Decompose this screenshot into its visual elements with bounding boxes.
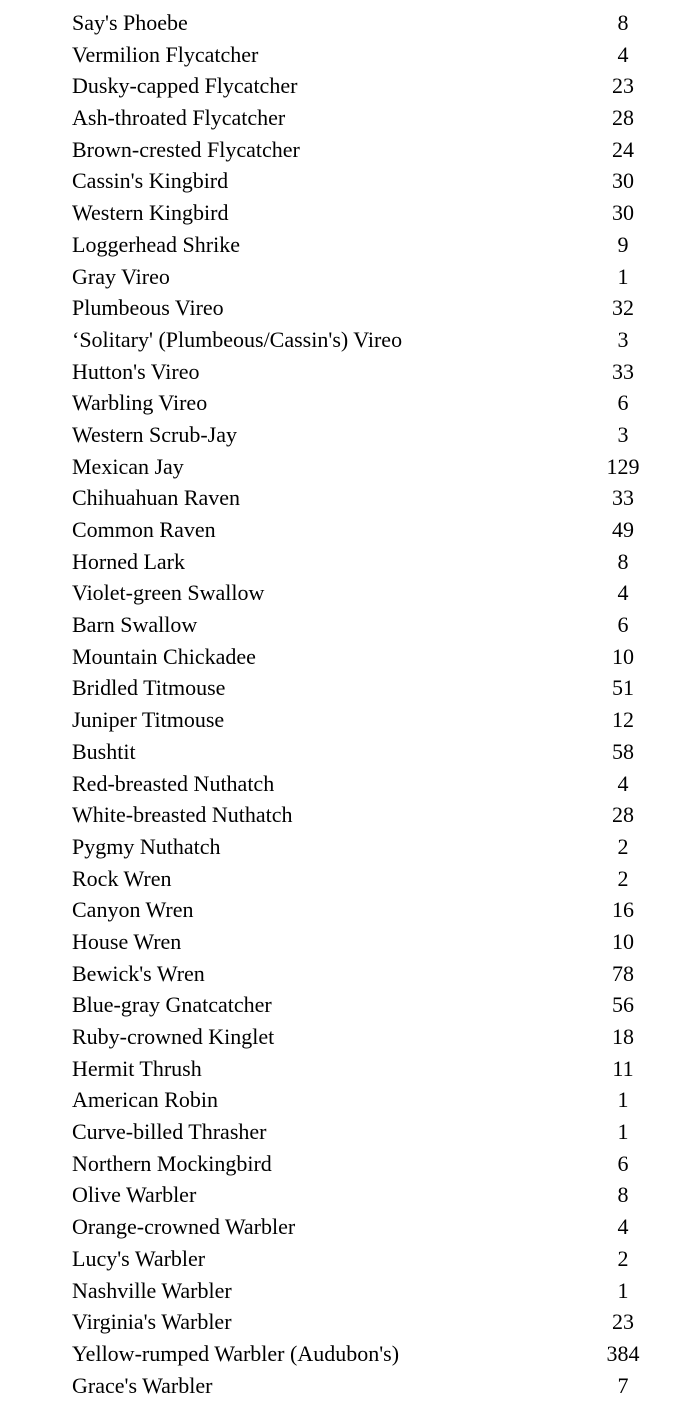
species-name: Bridled Titmouse xyxy=(72,675,226,701)
species-name: Rock Wren xyxy=(72,865,172,891)
species-count: 1 xyxy=(617,1277,629,1303)
species-name: Horned Lark xyxy=(72,548,186,574)
species-count: 16 xyxy=(612,897,634,923)
species-count: 1 xyxy=(617,263,629,289)
table-row xyxy=(0,989,690,1021)
species-count: 12 xyxy=(612,707,634,733)
species-count: 2 xyxy=(617,1245,629,1271)
table-row xyxy=(0,482,690,514)
table-row xyxy=(0,736,690,768)
species-count: 11 xyxy=(612,1055,634,1081)
table-row xyxy=(0,958,690,990)
species-name: Virginia's Warbler xyxy=(72,1309,232,1335)
table-row xyxy=(0,672,690,704)
species-name: Dusky-capped Flycatcher xyxy=(72,73,298,99)
table-row xyxy=(0,197,690,229)
table-row xyxy=(0,799,690,831)
species-name: Mountain Chickadee xyxy=(72,643,256,669)
species-name: Curve-billed Thrasher xyxy=(72,1119,267,1145)
species-name: ‘Solitary' (Plumbeous/Cassin's) Vireo xyxy=(72,326,403,352)
table-row xyxy=(0,577,690,609)
species-name: Cassin's Kingbird xyxy=(72,168,229,194)
table-row xyxy=(0,514,690,546)
species-name: Western Scrub-Jay xyxy=(72,421,238,447)
species-count: 78 xyxy=(612,960,634,986)
species-name: Brown-crested Flycatcher xyxy=(72,136,300,162)
species-count: 8 xyxy=(617,1182,629,1208)
species-count: 23 xyxy=(612,73,634,99)
species-count: 30 xyxy=(612,168,634,194)
species-name: Say's Phoebe xyxy=(72,10,188,35)
species-count: 51 xyxy=(612,675,634,701)
species-count: 4 xyxy=(617,770,629,796)
species-count: 6 xyxy=(617,612,629,638)
species-name: Mexican Jay xyxy=(72,453,184,479)
table-row xyxy=(0,1053,690,1085)
species-count: 4 xyxy=(617,580,629,606)
table-row xyxy=(0,1243,690,1275)
species-count: 4 xyxy=(617,41,629,67)
species-name: Red-breasted Nuthatch xyxy=(72,770,275,796)
species-name: Vermilion Flycatcher xyxy=(72,41,259,67)
species-name: Canyon Wren xyxy=(72,897,194,923)
table-row xyxy=(0,165,690,197)
table-row xyxy=(0,102,690,134)
species-name: Bewick's Wren xyxy=(72,960,205,986)
table-row xyxy=(0,641,690,673)
table-row xyxy=(0,768,690,800)
species-name: Hermit Thrush xyxy=(72,1055,202,1081)
species-count: 3 xyxy=(617,326,629,352)
species-name: Loggerhead Shrike xyxy=(72,231,240,257)
table-row xyxy=(0,7,690,39)
species-name: Grace's Warbler xyxy=(72,1372,213,1398)
species-count: 129 xyxy=(606,453,640,479)
species-count: 28 xyxy=(612,802,634,828)
table-row xyxy=(0,894,690,926)
table-row xyxy=(0,1211,690,1243)
species-name: Blue-gray Gnatcatcher xyxy=(72,992,272,1018)
table-row xyxy=(0,387,690,419)
species-name: Bushtit xyxy=(72,738,136,764)
table-row xyxy=(0,1084,690,1116)
species-name: Pygmy Nuthatch xyxy=(72,833,221,859)
species-count: 1 xyxy=(617,1119,629,1145)
species-name: Gray Vireo xyxy=(72,263,170,289)
species-name: Lucy's Warbler xyxy=(72,1245,206,1271)
species-name: Violet-green Swallow xyxy=(72,580,265,606)
species-count: 10 xyxy=(612,643,634,669)
table-row xyxy=(0,1021,690,1053)
species-count: 6 xyxy=(617,1150,629,1176)
species-count: 30 xyxy=(612,200,634,226)
species-name: Ash-throated Flycatcher xyxy=(72,105,286,131)
table-row xyxy=(0,70,690,102)
species-count: 58 xyxy=(612,738,634,764)
table-row xyxy=(0,261,690,293)
table-row xyxy=(0,229,690,261)
table-row xyxy=(0,1179,690,1211)
species-count: 1 xyxy=(617,1087,629,1113)
species-count: 10 xyxy=(612,928,634,954)
table-row xyxy=(0,39,690,71)
table-row xyxy=(0,134,690,166)
species-name: Northern Mockingbird xyxy=(72,1150,272,1176)
species-count: 28 xyxy=(612,105,634,131)
species-name: Juniper Titmouse xyxy=(72,707,225,733)
table-row xyxy=(0,1370,690,1402)
species-name: Hutton's Vireo xyxy=(72,358,200,384)
species-count: 8 xyxy=(617,10,629,35)
table-row xyxy=(0,451,690,483)
species-name: Common Raven xyxy=(72,517,216,542)
species-name: American Robin xyxy=(72,1087,219,1113)
species-name: Barn Swallow xyxy=(72,612,198,638)
species-name: Chihuahuan Raven xyxy=(72,485,241,511)
species-name: Plumbeous Vireo xyxy=(72,295,224,321)
table-row xyxy=(0,324,690,356)
table-row xyxy=(0,1338,690,1370)
species-count: 32 xyxy=(612,295,634,321)
species-count: 24 xyxy=(612,136,634,162)
species-name: Yellow-rumped Warbler (Audubon's) xyxy=(72,1340,400,1366)
table-row xyxy=(0,704,690,736)
table-row xyxy=(0,1306,690,1338)
table-row xyxy=(0,546,690,578)
species-count: 9 xyxy=(617,231,629,257)
species-count-table xyxy=(0,7,690,1401)
table-row xyxy=(0,609,690,641)
table-row xyxy=(0,926,690,958)
species-name: Orange-crowned Warbler xyxy=(72,1214,296,1240)
table-row xyxy=(0,1148,690,1180)
species-count: 8 xyxy=(617,548,629,574)
species-count: 3 xyxy=(617,421,629,447)
species-count: 4 xyxy=(617,1214,629,1240)
species-count: 2 xyxy=(617,833,629,859)
species-name: White-breasted Nuthatch xyxy=(72,802,293,828)
table-row xyxy=(0,356,690,388)
table-row xyxy=(0,831,690,863)
table-row xyxy=(0,863,690,895)
table-row xyxy=(0,1275,690,1307)
species-name: Warbling Vireo xyxy=(72,390,208,416)
species-count: 33 xyxy=(612,485,634,511)
species-count: 2 xyxy=(617,865,629,891)
species-name: Ruby-crowned Kinglet xyxy=(72,1024,275,1049)
species-count: 49 xyxy=(612,517,634,542)
species-name: Olive Warbler xyxy=(72,1182,197,1208)
species-count: 33 xyxy=(612,358,634,384)
table-row xyxy=(0,292,690,324)
species-name: Western Kingbird xyxy=(72,200,229,226)
species-count: 7 xyxy=(617,1372,629,1398)
table-row xyxy=(0,419,690,451)
species-name: Nashville Warbler xyxy=(72,1277,232,1303)
species-count: 23 xyxy=(612,1309,634,1335)
table-row xyxy=(0,1116,690,1148)
species-count: 56 xyxy=(612,992,634,1018)
species-count: 6 xyxy=(617,390,629,416)
species-count: 18 xyxy=(612,1024,634,1049)
species-name: House Wren xyxy=(72,928,182,954)
species-count: 384 xyxy=(606,1340,640,1366)
